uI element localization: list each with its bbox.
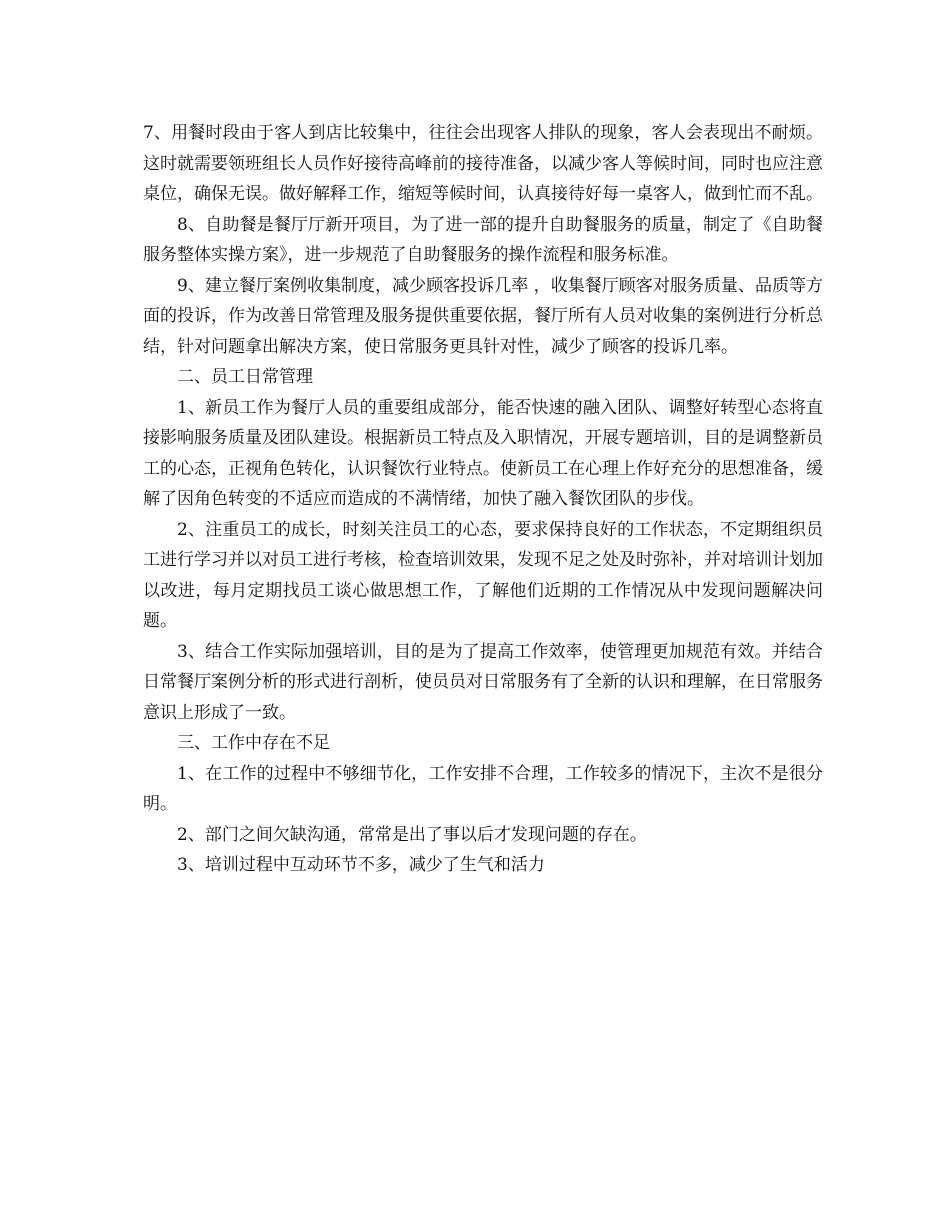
document-body: [143, 118, 823, 881]
paragraph-9-case-collection: 9、建立餐厅案例收集制度，减少顾客投诉几率 ，收集餐厅顾客对服务质量、品质等方面的投诉，作为改善日常管理及服务提供重要依据，餐厅所有人员对收集的案例进行分析总结，针对问题拿出解决方案，使日常服务更具针对性，减少了顾客的投诉几率。: [143, 275, 823, 357]
paragraph-shortcoming-1-details: 1、在工作的过程中不够细节化，工作安排不合理，工作较多的情况下，主次不是很分明。: [143, 763, 823, 814]
section-heading-staff-management: 二、员工日常管理: [177, 367, 313, 387]
paragraph-staff-3-training: 3、结合工作实际加强培训，目的是为了提高工作效率，使管理更加规范有效。并结合日常餐厅案例分析的形式进行剖析，使员员对日常服务有了全新的认识和理解，在日常服务意识上形成了一致。: [143, 641, 823, 723]
paragraph-staff-2-growth: 2、注重员工的成长，时刻关注员工的心态，要求保持良好的工作状态，不定期组织员工进行学习并以对员工进行考核，检查培训效果，发现不足之处及时弥补，并对培训计划加以改进，每月定期找员工谈心做思想工作，了解他们近期的工作情况从中发现问题解决问题。: [143, 519, 823, 631]
paragraph-staff-1-new-employees: 1、新员工作为餐厅人员的重要组成部分，能否快速的融入团队、调整好转型心态将直接影响服务质量及团队建设。根据新员工特点及入职情况，开展专题培训，目的是调整新员工的心态，正视角色转化，认识餐饮行业特点。使新员工在心理上作好充分的思想准备，缓解了因角色转变的不适应而造成的不满情绪，加快了融入餐饮团队的步伐。: [143, 397, 823, 509]
section-heading-shortcomings: 三、工作中存在不足: [177, 733, 330, 753]
paragraph-8-buffet-service: 8、自助餐是餐厅厅新开项目，为了进一部的提升自助餐服务的质量，制定了《自助餐服务整体实操方案》，进一步规范了自助餐服务的操作流程和服务标准。: [143, 214, 823, 265]
paragraph-shortcoming-3-interaction: 3、培训过程中互动环节不多，减少了生气和活力: [177, 855, 545, 875]
paragraph-7-queue-handling: 7、用餐时段由于客人到店比较集中，往往会出现客人排队的现象，客人会表现出不耐烦。这时就需要领班组长人员作好接待高峰前的接待准备，以减少客人等候时间，同时也应注意桌位，确保无误。做好解释工作，缩短等候时间，认真接待好每一桌客人，做到忙而不乱。: [143, 123, 823, 204]
paragraph-shortcoming-2-communication: 2、部门之间欠缺沟通，常常是出了事以后才发现问题的存在。: [177, 824, 647, 845]
